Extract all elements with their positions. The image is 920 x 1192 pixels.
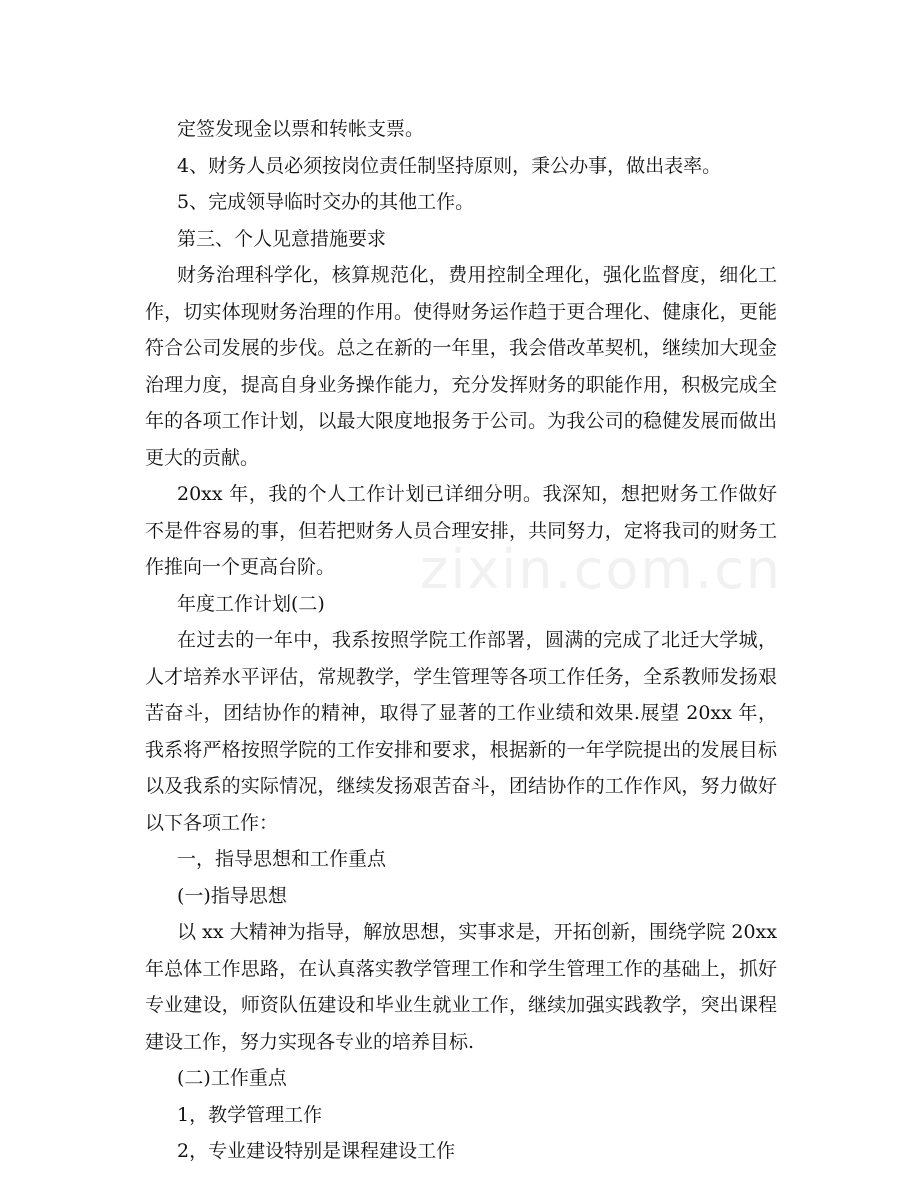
- paragraph: 财务治理科学化，核算规范化，费用控制全理化，强化监督度，细化工作，切实体现财务治理的作用。使得财务运作趋于更合理化、健康化，更能符合公司发展的步伐。总之在新的一年里，我会借改革契机，继续加大现金治理力度，提高自身业务操作能力，充分发挥财务的职能作用，积极完成全年的各项工作计划，以最大限度地报务于公司。为我公司的稳健发展而做出更大的贡献。: [145, 264, 777, 469]
- subsection-heading: (二)工作重点: [177, 1067, 287, 1089]
- section-heading: 一，指导思想和工作重点: [177, 848, 387, 870]
- paragraph: 5、完成领导临时交办的其他工作。: [177, 191, 475, 213]
- paragraph: 4、财务人员必须按岗位责任制坚持原则，秉公办事，做出表率。: [177, 154, 722, 177]
- document-body: [145, 111, 777, 1170]
- paragraph: 20xx 年，我的个人工作计划已详细分明。我深知，想把财务工作做好不是件容易的事，但若把财务人员合理安排，共同努力，定将我司的财务工作推向一个更高台阶。: [145, 483, 777, 578]
- list-item: 1，教学管理工作: [177, 1103, 323, 1126]
- section-heading: 年度工作计划(二): [177, 592, 325, 615]
- list-item: 2，专业建设特别是课程建设工作: [177, 1140, 456, 1162]
- paragraph: 在过去的一年中，我系按照学院工作部署，圆满的完成了北迁大学城，人才培养水平评估，常规教学，学生管理等各项工作任务，全系教师发扬艰苦奋斗，团结协作的精神，取得了显著的工作业绩和效果.展望 20xx 年，我系将严格按照学院的工作安排和要求，根据新的一年学院提出的发展目标以及我系的实际情况，继续发扬艰苦奋斗，团结协作的工作作风，努力做好以下各项工作：: [145, 629, 777, 834]
- subsection-heading: (一)指导思想: [177, 884, 287, 907]
- paragraph: 定签发现金以票和转帐支票。: [177, 118, 425, 140]
- section-heading: 第三、个人见意措施要求: [177, 227, 387, 250]
- watermark: zixin.com.cn: [420, 538, 783, 601]
- paragraph: 以 xx 大精神为指导，解放思想，实事求是，开拓创新，围绕学院 20xx 年总体工作思路，在认真落实教学管理工作和学生管理工作的基础上，抓好专业建设，师资队伍建设和毕业生就业工作，继续加强实践教学，突出课程建设工作，努力实现各专业的培养目标.: [145, 921, 777, 1053]
